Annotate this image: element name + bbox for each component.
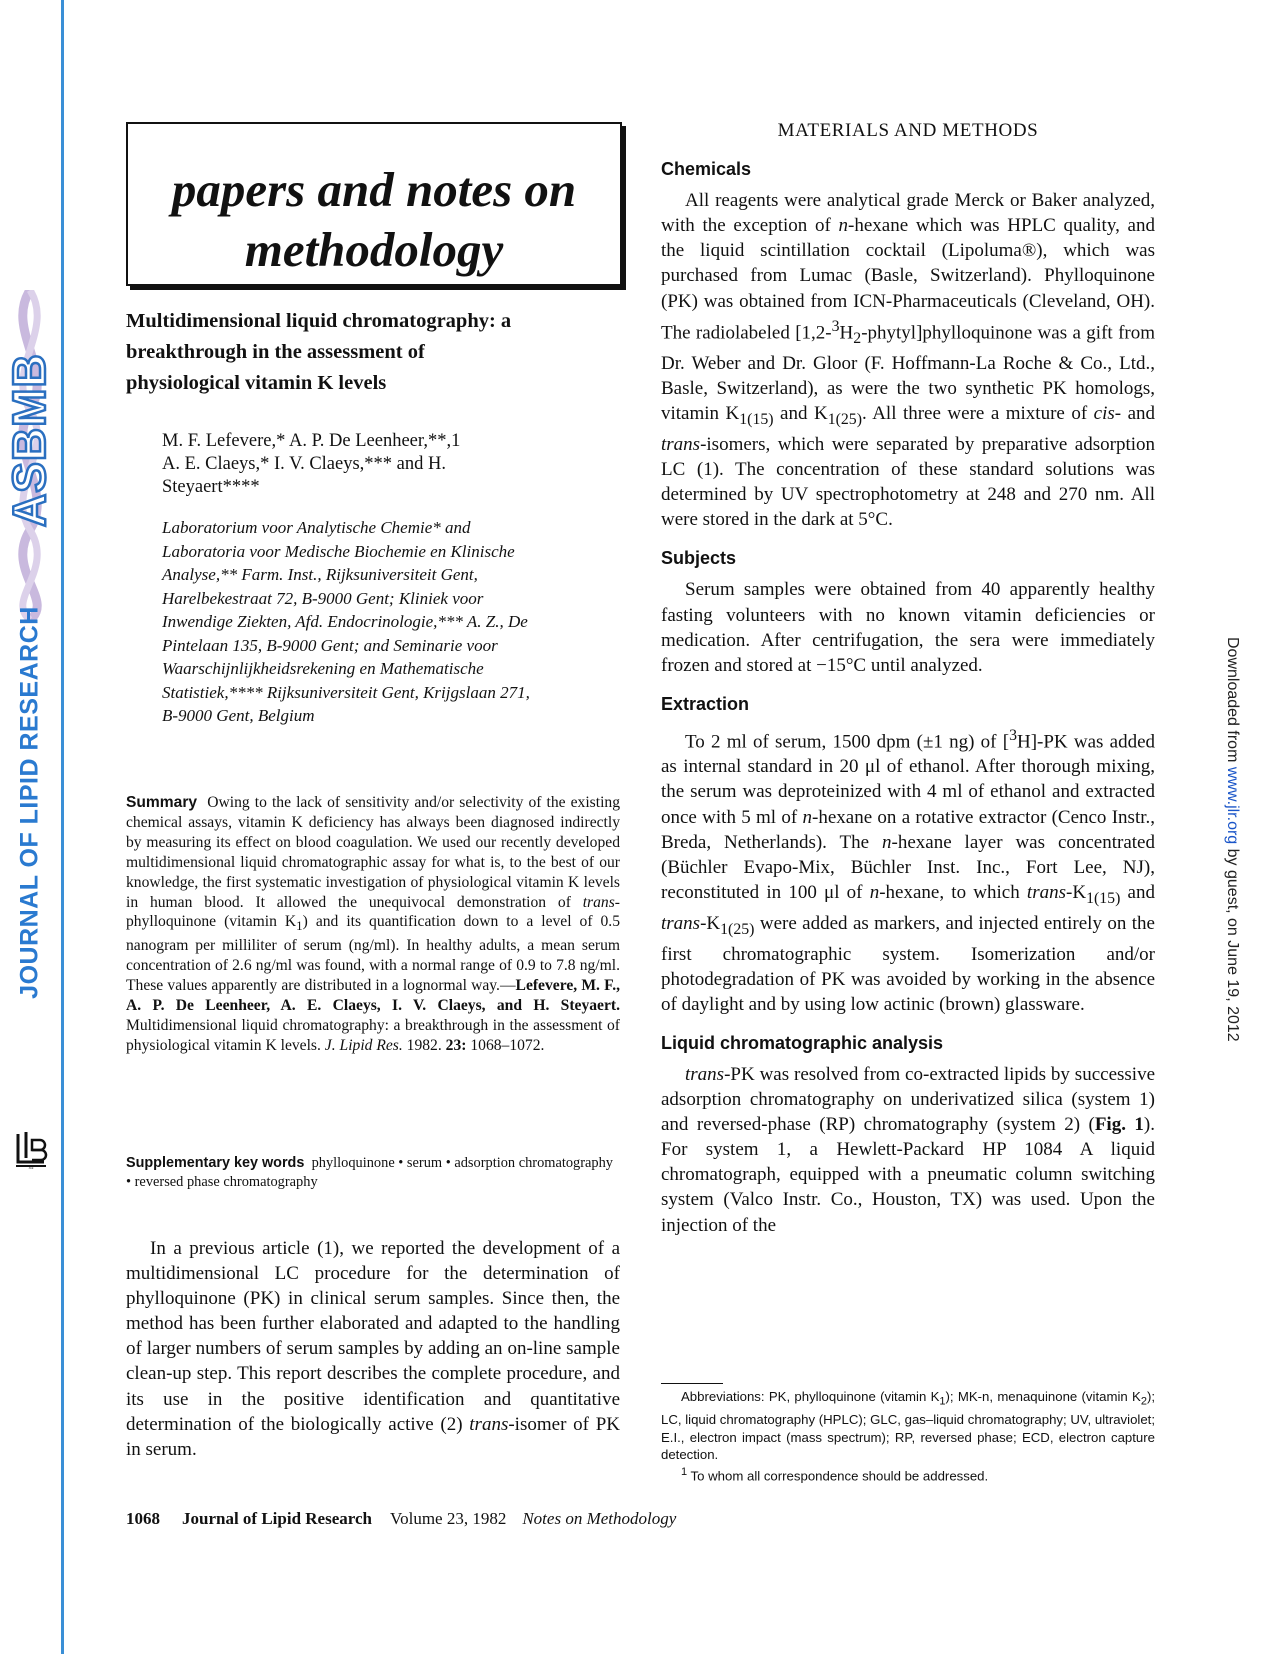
- keywords-label: Supplementary key words: [126, 1155, 305, 1171]
- section-title-line1: papers and notes on: [171, 162, 577, 217]
- lc-analysis-heading: Liquid chromatographic analysis: [661, 1032, 944, 1053]
- author-list: M. F. Lefevere,* A. P. De Leenheer,**,1 A. E. Claeys,* I. V. Claeys,*** and H. Steyaert****: [162, 431, 461, 497]
- download-prefix: Downloaded from: [1224, 637, 1241, 767]
- methods-heading: MATERIALS AND METHODS: [777, 120, 1039, 141]
- correspondence-footnote: $^1$ To whom all correspondence should be addressed.: [681, 1466, 989, 1484]
- footnote-rule: [661, 1383, 723, 1384]
- key-words: Supplementary key words phylloquinone • serum • adsorption chromatography • reversed phase chromatography: [126, 1155, 613, 1190]
- introduction-text: [126, 1236, 620, 1462]
- affiliations: Laboratorium voor Analytische Chemie* and Laboratoria voor Medische Biochemie en Klinische Analyse,** Farm. Inst., Rijksuniversiteit Gent, Harelbekestraat 72, B-9000 Gent; Kliniek voor Inwendige Ziekten, Afd. Endocrinologie,*** A. Z., De Pintelaan 135, B-9000 Gent; and Seminarie voor Waarschijnlijkheidsrekening en Mathematische Statistiek,**** Rijksuniversiteit Gent, Krijgslaan 271, B-9000 Gent, Belgium: [162, 518, 530, 725]
- abbreviations-footnote: Abbreviations: PK, phylloquinone (vitamin $K_1$); MK-n, menaquinone (vitamin $K_2$); LC, liquid chromatography (HPLC); GLC, gas–liquid chromatography; UV, ultraviolet; E.I., electron impact (mass spectrum); RP, reversed phase; ECD, electron capture detection.: [661, 1389, 1155, 1463]
- journal-vertical-title: JOURNAL OF LIPID RESEARCH: [15, 606, 44, 999]
- summary-label: Summary: [126, 794, 198, 811]
- extraction-heading: Extraction: [661, 693, 750, 714]
- page-footer: [126, 1509, 886, 1529]
- download-suffix: by guest, on June 19, 2012: [1224, 844, 1241, 1042]
- chemicals-paragraph: All reagents were analytical grade Merck or Baker analyzed, with the exception of n-hexane which was HPLC quality, and the liquid scintillation cocktail (Lipoluma®), which was purchased from Lumac (Basle, Switzerland). Phylloquinone (PK) was obtained from ICN-Pharmaceuticals (Cleveland, OH). The radiolabeled $[1,2-^3H_2-phytyl]phylloquinone$ was a gift from Dr. Weber and Dr. Gloor (F. Hoffmann-La Roche & Co., Ltd., Basle, Switzerland), as were the two synthetic PK homologs, vitamin $K_{1(15)}$ and $K_{1(25)}$. All three were a mixture of cis- and trans-isomers, which were separated by preparative adsorption LC (1). The concentration of these standard solutions was determined by UV spectrophotometry at 248 and 270 nm. All were stored in the dark at 5°C.: [661, 190, 1155, 531]
- jlr-link[interactable]: www.jlr.org: [1224, 766, 1241, 845]
- summary-abstract: Summary Owing to the lack of sensitivity and/or selectivity of the existing chemical assays, vitamin K deficiency has always been diagnosed indirectly by measuring its effect on blood coagulation. We used our recently developed multidimensional liquid chromatographic assay for what is, to the best of our knowledge, the first systematic investigation of physiological vitamin K levels in human blood. It allowed the unequivocal demonstration of trans-phylloquinone (vitamin $K_1$) and its quantification down to a level of 0.5 nanogram per milliliter of serum (ng/ml). In healthy adults, a mean serum concentration of 2.6 ng/ml was found, with a normal range of 0.9 to 7.8 ng/ml. These values apparently are distributed in a lognormal way.—Lefevere, M. F., A. P. De Leenheer, A. E. Claeys, I. V. Claeys, and H. Steyaert. Multidimensional liquid chromatography: a breakthrough in the assessment of physiological vitamin K levels. J. Lipid Res. 1982. 23: 1068–1072.: [126, 794, 621, 1054]
- chemicals-heading: Chemicals: [661, 159, 752, 180]
- citation-authors: Lefevere, M. F., A. P. De Leenheer, A. E. Claeys, I. V. Claeys, and H. Steyaert.: [126, 977, 620, 1015]
- subjects-heading: Subjects: [661, 548, 737, 569]
- section-title-box: [126, 122, 622, 286]
- page-number: 1068: [126, 1509, 160, 1528]
- asbmb-logo: ASBMB: [3, 353, 55, 527]
- margin-rule: [61, 0, 64, 1654]
- jlr-logo-icon: [14, 1128, 48, 1170]
- figure-1-ref[interactable]: Fig. 1: [1094, 1114, 1144, 1136]
- section-title-line2: methodology: [244, 222, 504, 277]
- extraction-paragraph: To 2 ml of serum, 1500 dpm (±1 ng) of [$^3$H]-PK was added as internal standard in 20 μl of ethanol. After thorough mixing, the serum was deproteinized with 4 ml of ethanol and extracted once with 5 ml of n-hexane on a rotative extractor (Cenco Instr., Breda, Netherlands). The n-hexane layer was concentrated (Büchler Evapo-Mix, Büchler Inst. Inc., Fort Lee, NJ), reconstituted in 100 μl of n-hexane, to which trans-$K_{1(15)}$ and trans-$K_{1(25)}$ were added as markers, and injected entirely on the first chromatographic system. Isomerization and/or photodegradation of PK was avoided by working in the absence of daylight and by using low actinic (brown) glassware.: [661, 726, 1156, 1015]
- jlr-logo-text: JLR: [28, 1166, 34, 1170]
- section-name: Notes on Methodology: [522, 1509, 677, 1528]
- article-title: Multidimensional liquid chromatography: a breakthrough in the assessment of physiological vitamin K levels: [126, 310, 512, 394]
- footnotes: [661, 1388, 1155, 1485]
- lc-analysis-paragraph: trans-PK was resolved from co-extracted lipids by successive adsorption chromatography on underivatized silica (system 1) and reversed-phase (RP) chromatography (system 2) (Fig. 1). For system 1, a Hewlett-Packard HP 1084 A liquid chromatograph, equipped with a pneumatic column switching system (Valco Instr. Co., Houston, TX) was used. Upon the injection of the: [661, 1063, 1155, 1236]
- intro-paragraph: In a previous article (1), we reported the development of a multidimensional LC procedure for the determination of phylloquinone (PK) in clinical serum samples. Since then, the method has been further elaborated and adapted to the handling of larger numbers of serum samples by adding an on-line sample clean-up step. This report describes the complete procedure, and its use in the positive identification and quantitative determination of the biologically active (2) trans-isomer of PK in serum.: [126, 1238, 620, 1460]
- subjects-paragraph: Serum samples were obtained from 40 apparently healthy fasting volunteers with no known vitamin deficiencies or medication. After centrifugation, the sera were immediately frozen and stored at −15°C until analyzed.: [661, 579, 1155, 676]
- journal-name: Journal of Lipid Research: [182, 1509, 373, 1528]
- methods-column: [661, 118, 1155, 1238]
- volume-info: Volume 23, 1982: [390, 1509, 507, 1528]
- download-notice: [1223, 637, 1241, 1042]
